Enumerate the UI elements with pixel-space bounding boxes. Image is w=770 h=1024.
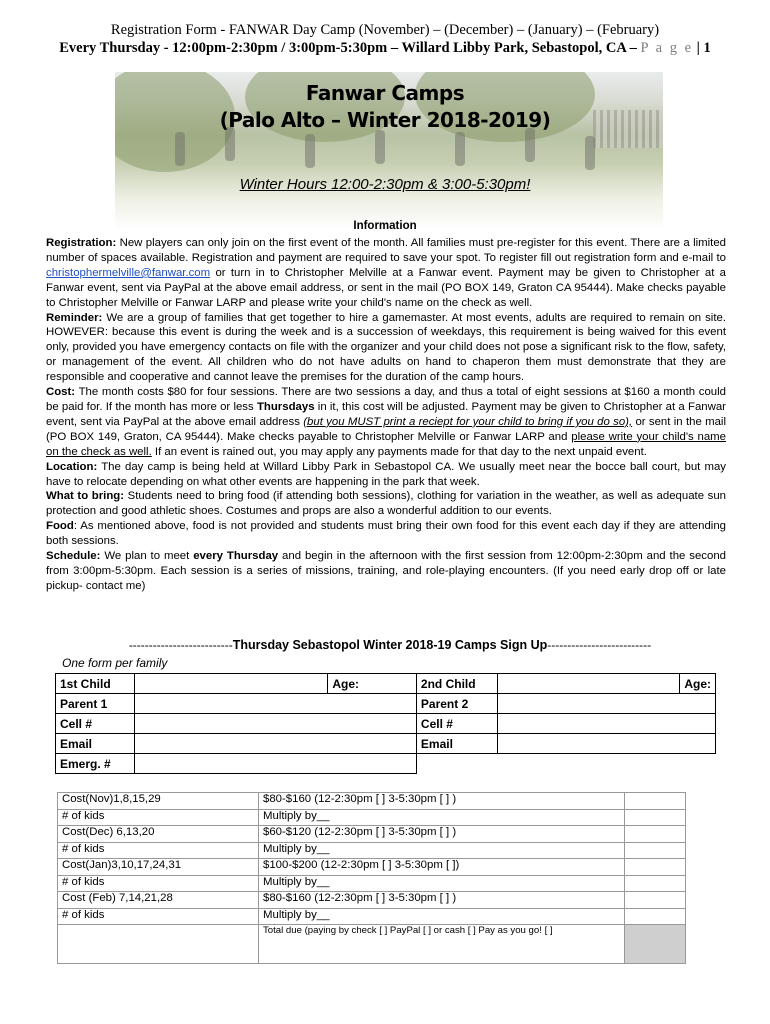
reminder-text: We are a group of families that get together to hire a gamemaster. At most events, adults are required to remain on site. HOWEVER: because this event is during the week and is a succession of weekdays, this requirement is being waived for this event only, provided you have emergency contacts on file with the organizer and your child does not pose a significant risk to the flow, safety, or management of the event. All children who do not have adults on hand to chaperon them must demonstrate that they are responsible and cooperative and cannot leave the premises for the duration of the camp hours. xyxy=(46,311,726,384)
cost-text-1: The month costs $80 for four sessions. There are two sessions a day, and thus a total of eight sessions at $160 a month could be paid for. If the month has more or less xyxy=(46,386,726,413)
child1-label: 1st Child xyxy=(56,674,135,694)
cost-row-value[interactable]: Multiply by__ xyxy=(259,842,625,859)
cost-row-value[interactable]: Multiply by__ xyxy=(259,908,625,925)
cost-row-label: # of kids xyxy=(58,875,259,892)
cost-row-label: Cost (Feb) 7,14,21,28 xyxy=(58,892,259,909)
cost-text-2: in it, this cost will be adjusted. Payment may be given to Christopher at a Fanwar event, sent via PayPal at the above email address xyxy=(46,400,726,428)
cost-row-label: Cost(Dec) 6,13,20 xyxy=(58,826,259,843)
header-schedule: Every Thursday - 12:00pm-2:30pm / 3:00pm-5:30pm – Willard Libby Park, Sebastopol, CA – xyxy=(59,40,637,56)
cell1-field[interactable] xyxy=(134,714,416,734)
reminder-label: Reminder: xyxy=(46,311,103,324)
cost-row-label: # of kids xyxy=(58,908,259,925)
header-line-1: Registration Form - FANWAR Day Camp (November) – (December) – (January) – (February) xyxy=(110,22,660,38)
food-text: : As mentioned above, food is not provided and students must bring their own food for this event each day if they are attending both sessions. xyxy=(46,520,726,548)
table-row xyxy=(58,826,686,843)
cost-row-value[interactable]: $100-$200 (12-2:30pm [ ] 3-5:30pm [ ]) xyxy=(259,859,625,876)
cost-row-amount-field[interactable] xyxy=(625,842,686,859)
cost-row-amount-field[interactable] xyxy=(625,826,686,843)
table-row xyxy=(56,694,716,714)
schedule-every-thursday: every Thursday xyxy=(193,550,279,563)
registration-text-1: New players can only join on the first event of the month. All families must pre-register for this event. There are a limited number of spaces available. Registration and payment are required to save your spot. To register fill out registration form and e-mail to xyxy=(46,237,726,264)
email1-label: Email xyxy=(56,734,135,754)
parent1-field[interactable] xyxy=(134,694,416,714)
total-due-label: Total due (paying by check [ ] PayPal [ ] or cash [ ] Pay as you go! [ ] xyxy=(259,925,625,964)
information-heading: Information xyxy=(353,220,417,232)
cost-row-label: # of kids xyxy=(58,842,259,859)
cost-row-amount-field[interactable] xyxy=(625,793,686,810)
email1-field[interactable] xyxy=(134,734,416,754)
cost-label: Cost: xyxy=(46,386,76,399)
cost-row-label: Cost(Jan)3,10,17,24,31 xyxy=(58,859,259,876)
registration-label: Registration: xyxy=(46,237,117,249)
header-line-2 xyxy=(0,40,770,57)
signup-dashes-right: -------------------------- xyxy=(547,638,652,652)
schedule-paragraph xyxy=(46,549,726,594)
food-label: Food xyxy=(46,520,74,533)
registration-paragraph xyxy=(46,236,726,311)
table-row xyxy=(58,908,686,925)
schedule-text-2: and begin in the afternoon with the first session from 12:00pm-2:30pm and the second from 3:00pm-5:30pm. Each session is a series of missions, training, and role-playing encounters. (If you need early drop off or late pickup- contact me) xyxy=(46,550,726,592)
cost-thursdays: Thursdays xyxy=(256,400,315,413)
cost-row-value[interactable]: Multiply by__ xyxy=(259,809,625,826)
table-row xyxy=(56,674,716,694)
emergency-field[interactable] xyxy=(134,754,416,774)
total-due-field[interactable] xyxy=(625,925,686,964)
bring-text: Students need to bring food (if attending both sessions), clothing for variation in the weather, as well as adequate sun protection and good athletic shoes. Costumes and props are also a wonderful addition to our events. xyxy=(46,490,726,518)
cost-row-value[interactable]: Multiply by__ xyxy=(259,875,625,892)
signup-heading xyxy=(60,638,720,652)
total-row xyxy=(58,925,686,964)
total-blank xyxy=(58,925,259,964)
child2-label: 2nd Child xyxy=(416,674,497,694)
email-link[interactable]: christophermelville@fanwar.com xyxy=(46,266,211,279)
cost-row-amount-field[interactable] xyxy=(625,875,686,892)
table-row xyxy=(58,809,686,826)
bring-label: What to bring: xyxy=(46,490,125,503)
signup-dashes-left: -------------------------- xyxy=(128,638,233,652)
cost-row-amount-field[interactable] xyxy=(625,809,686,826)
cost-table xyxy=(57,792,686,964)
email2-field[interactable] xyxy=(497,734,715,754)
bring-paragraph xyxy=(46,489,726,519)
schedule-text-1: We plan to meet xyxy=(100,550,194,563)
title-line-1: Fanwar Camps xyxy=(305,81,465,105)
table-row xyxy=(56,714,716,734)
cost-row-value[interactable]: $80-$160 (12-2:30pm [ ] 3-5:30pm [ ] ) xyxy=(259,793,625,810)
signup-title: Thursday Sebastopol Winter 2018-19 Camps Sign Up xyxy=(232,638,548,652)
location-text: The day camp is being held at Willard Libby Park in Sebastopol CA. We usually meet near the bocce ball court, but may have to relocate depending on what other events are happening in the park that week. xyxy=(46,460,726,488)
one-form-note: One form per family xyxy=(62,656,168,670)
location-paragraph xyxy=(46,460,726,490)
cell2-label: Cell # xyxy=(416,714,497,734)
parent1-label: Parent 1 xyxy=(56,694,135,714)
page-label: P a g e xyxy=(640,40,694,56)
table-row xyxy=(58,842,686,859)
schedule-label: Schedule: xyxy=(46,550,101,563)
cost-row-amount-field[interactable] xyxy=(625,892,686,909)
child2-name-field[interactable] xyxy=(497,674,680,694)
cost-text-3: or sent in the mail (PO BOX 149, Graton, CA 95444). Make checks payable to Christopher Melville or Fanwar LARP and xyxy=(46,415,726,443)
child1-name-field[interactable] xyxy=(134,674,328,694)
cell1-label: Cell # xyxy=(56,714,135,734)
cost-row-label: Cost(Nov)1,8,15,29 xyxy=(58,793,259,810)
information-body xyxy=(46,236,726,594)
email2-label: Email xyxy=(416,734,497,754)
title-line-2: (Palo Alto – Winter 2018-2019) xyxy=(219,108,551,132)
cost-row-value[interactable]: $60-$120 (12-2:30pm [ ] 3-5:30pm [ ] ) xyxy=(259,826,625,843)
table-row xyxy=(56,734,716,754)
cost-row-amount-field[interactable] xyxy=(625,908,686,925)
cost-paragraph xyxy=(46,385,726,460)
table-row xyxy=(58,875,686,892)
cost-receipt-note: (but you MUST print a reciept for your child to bring if you do so), xyxy=(303,415,633,428)
cost-row-label: # of kids xyxy=(58,809,259,826)
contact-table xyxy=(55,673,716,774)
table-row xyxy=(58,892,686,909)
cell2-field[interactable] xyxy=(497,714,715,734)
age2-label: Age: xyxy=(680,674,716,694)
page-title xyxy=(0,80,770,134)
page-number: | 1 xyxy=(696,40,711,56)
cost-text-4: If an event is rained out, you may apply any payments made for that day to the next unpaid event. xyxy=(151,445,647,458)
cost-row-value[interactable]: $80-$160 (12-2:30pm [ ] 3-5:30pm [ ] ) xyxy=(259,892,625,909)
reminder-paragraph xyxy=(46,311,726,386)
emergency-label: Emerg. # xyxy=(56,754,135,774)
winter-hours: Winter Hours 12:00-2:30pm & 3:00-5:30pm! xyxy=(239,176,531,193)
age1-label: Age: xyxy=(328,674,417,694)
table-row xyxy=(58,793,686,810)
cost-row-amount-field[interactable] xyxy=(625,859,686,876)
cost-child-name-note: please write your child's name on the check as well. xyxy=(46,430,726,458)
location-label: Location: xyxy=(46,460,98,473)
table-row xyxy=(56,754,716,774)
table-row xyxy=(58,859,686,876)
food-paragraph xyxy=(46,519,726,549)
parent2-field[interactable] xyxy=(497,694,715,714)
registration-text-2: or turn in to Christopher Melville at a Fanwar event. Payment may be given to Christopher at a Fanwar event, sent via PayPal at the above email address, or sent in the mail (PO BOX 149, Graton CA 95444). Make checks payable to Christopher Melville or Fanwar LARP and please write your child's name on the check as well. xyxy=(46,266,726,309)
parent2-label: Parent 2 xyxy=(416,694,497,714)
